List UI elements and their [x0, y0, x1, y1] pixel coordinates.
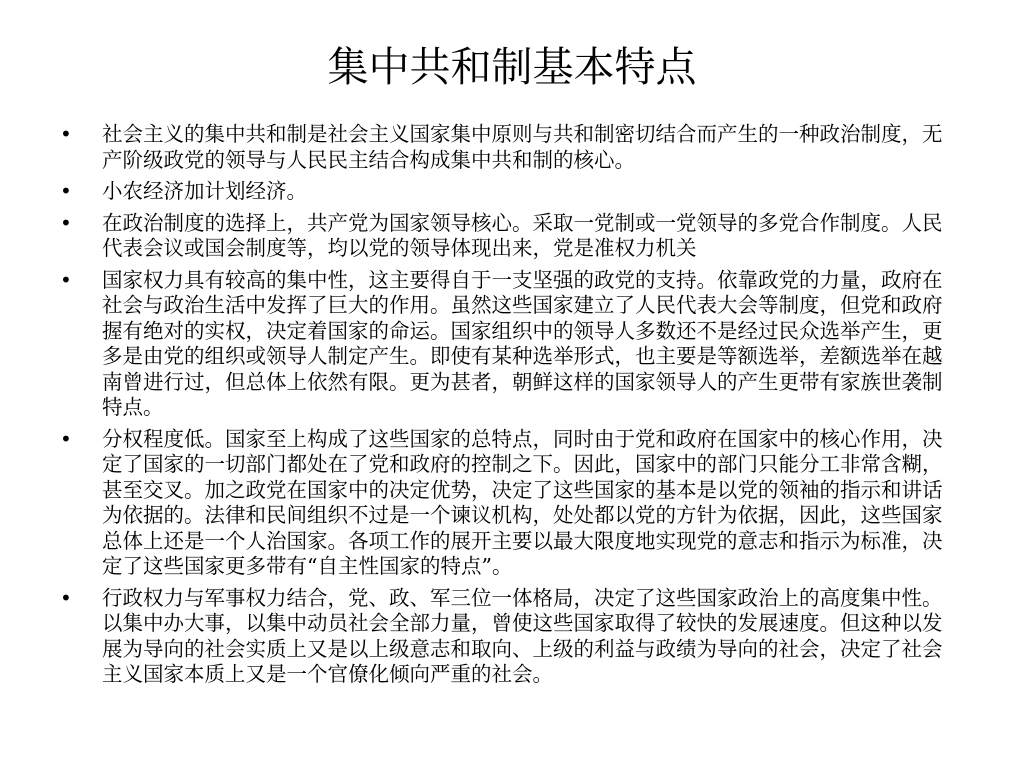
slide-title: 集中共和制基本特点 [327, 43, 697, 91]
bullet-text: 国家权力具有较高的集中性，这主要得自于一支坚强的政党的支持。依靠政党的力量，政府在社会与政治生活中发挥了巨大的作用。虽然这些国家建立了人民代表大会等制度，但党和政府握有绝对的实权，决定着国家的命运。国家组织中的领导人多数还不是经过民众选举产生，更多是由党的组织或领导人制定产生。即使有某种选举形式，也主要是等额选举，差额选举在越南曾进行过，但总体上依然有限。更为甚者，朝鲜这样的国家领导人的产生更带有家族世袭制特点。 [102, 267, 943, 419]
bullet-icon: • [60, 426, 72, 451]
bullet-text: 社会主义的集中共和制是社会主义国家集中原则与共和制密切结合而产生的一种政治制度，无产阶级政党的领导与人民民主结合构成集中共和制的核心。 [102, 122, 943, 172]
bullet-icon: • [60, 585, 72, 610]
bullet-text: 在政治制度的选择上，共产党为国家领导核心。采取一党制或一党领导的多党合作制度。人民代表会议或国会制度等，均以党的领导体现出来，党是准权力机关 [102, 210, 943, 260]
bullet-list [58, 122, 950, 694]
bullet-item [58, 211, 950, 262]
bullet-icon: • [60, 179, 72, 203]
bullet-item [58, 427, 950, 580]
bullet-item [58, 179, 950, 205]
bullet-icon: • [60, 122, 72, 146]
bullet-item [58, 122, 950, 173]
bullet-icon: • [60, 210, 72, 235]
bullet-text: 行政权力与军事权力结合，党、政、军三位一体格局，决定了这些国家政治上的高度集中性。以集中办大事，以集中动员社会全部力量，曾使这些国家取得了较快的发展速度。但这种以发展为导向的社会实质上又是以上级意志和取向、上级的利益与政绩为导向的社会，决定了社会主义国家本质上又是一个官僚化倾向严重的社会。 [102, 585, 943, 686]
bullet-item [58, 586, 950, 688]
bullet-text: 小农经济加计划经济。 [102, 179, 307, 203]
bullet-text: 分权程度低。国家至上构成了这些国家的总特点，同时由于党和政府在国家中的核心作用，决定了国家的一切部门都处在了党和政府的控制之下。因此，国家中的部门只能分工非常含糊，甚至交叉。加之政党在国家中的决定优势，决定了这些国家的基本是以党的领袖的指示和讲话为依据的。法律和民间组织不过是一个谏议机构，处处都以党的方针为依据，因此，这些国家总体上还是一个人治国家。各项工作的展开主要以最大限度地实现党的意志和指示为标准，决定了这些国家更多带有“自主性国家的特点”。 [102, 426, 943, 578]
bullet-icon: • [60, 267, 72, 292]
bullet-item [58, 268, 950, 421]
